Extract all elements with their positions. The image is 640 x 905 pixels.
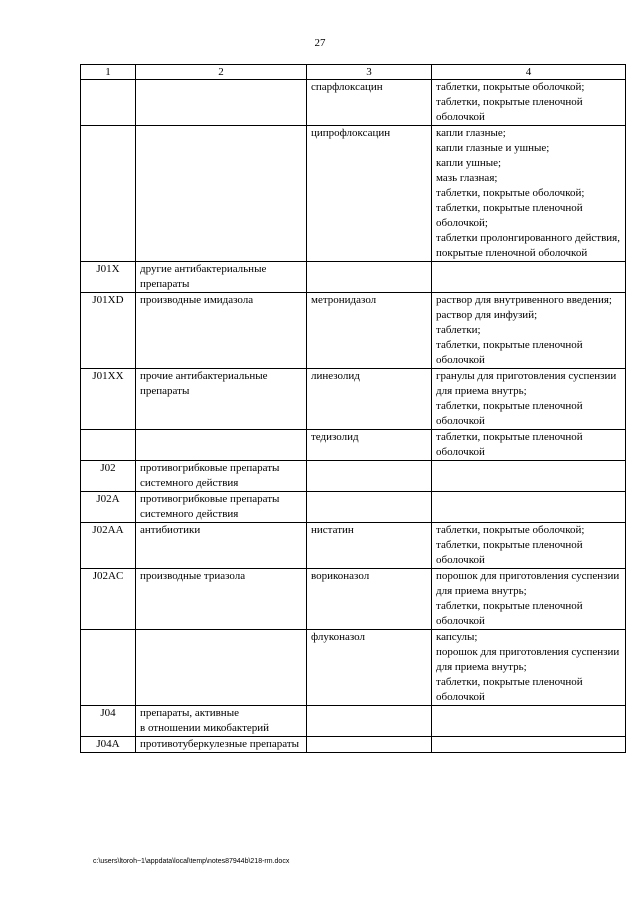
forms-cell: [432, 523, 626, 569]
group-cell: [136, 262, 307, 293]
atc-code-cell: J01XX: [81, 369, 136, 430]
group-text: препараты, активные в отношении микобактерий: [140, 707, 270, 734]
page-number: 27: [314, 37, 326, 49]
group-cell: [136, 523, 307, 569]
group-cell: [136, 569, 307, 630]
group-cell: [136, 126, 307, 262]
drug-cell: линезолид: [307, 369, 432, 430]
drug-cell: нистатин: [307, 523, 432, 569]
atc-code-cell: [81, 430, 136, 461]
drug-cell: [307, 737, 432, 753]
atc-code-cell: [81, 126, 136, 262]
table-row: [81, 430, 626, 461]
group-cell: [136, 369, 307, 430]
group-text: производные имидазола: [140, 294, 254, 306]
forms-cell: [432, 569, 626, 630]
atc-code-cell: J01X: [81, 262, 136, 293]
forms-text: порошок для приготовления суспензии для приема внутрь; таблетки, покрытые пленочной оболочкой: [436, 570, 620, 627]
atc-code-cell: J02A: [81, 492, 136, 523]
table-row: [81, 630, 626, 706]
drug-cell: [307, 262, 432, 293]
group-text: антибиотики: [140, 524, 201, 536]
forms-cell: [432, 369, 626, 430]
table-row: [81, 126, 626, 262]
group-cell: [136, 492, 307, 523]
group-cell: [136, 293, 307, 369]
group-text: прочие антибактериальные препараты: [140, 370, 268, 397]
table-row: [81, 492, 626, 523]
forms-cell: [432, 430, 626, 461]
group-text: другие антибактериальные препараты: [140, 263, 267, 290]
atc-code-cell: J04: [81, 706, 136, 737]
drug-cell: ципрофлоксацин: [307, 126, 432, 262]
forms-cell: [432, 461, 626, 492]
column-header: 4: [432, 65, 626, 80]
group-text: противогрибковые препараты системного действия: [140, 462, 280, 489]
drug-cell: метронидазол: [307, 293, 432, 369]
table-row: [81, 262, 626, 293]
atc-code-cell: J04A: [81, 737, 136, 753]
atc-code-cell: J02: [81, 461, 136, 492]
drug-cell: тедизолид: [307, 430, 432, 461]
forms-text: капсулы; порошок для приготовления суспензии для приема внутрь; таблетки, покрытые пленочной оболочкой: [436, 631, 620, 703]
forms-cell: [432, 262, 626, 293]
forms-text: таблетки, покрытые оболочкой; таблетки, покрытые пленочной оболочкой: [436, 524, 585, 566]
forms-cell: [432, 293, 626, 369]
forms-cell: [432, 492, 626, 523]
group-cell: [136, 630, 307, 706]
drug-cell: вориконазол: [307, 569, 432, 630]
drug-cell: [307, 461, 432, 492]
drug-cell: спарфлоксацин: [307, 80, 432, 126]
forms-text: раствор для внутривенного введения; раствор для инфузий; таблетки; таблетки, покрытые пленочной оболочкой: [436, 294, 612, 366]
forms-cell: [432, 706, 626, 737]
atc-code-cell: [81, 80, 136, 126]
forms-cell: [432, 126, 626, 262]
atc-code-cell: J02AA: [81, 523, 136, 569]
table-row: [81, 369, 626, 430]
group-text: производные триазола: [140, 570, 246, 582]
forms-text: капли глазные; капли глазные и ушные; капли ушные; мазь глазная; таблетки, покрытые оболочкой; таблетки, покрытые пленочной оболочкой; таблетки пролонгированного действия, покрытые пленочной оболочкой: [436, 127, 620, 259]
group-text: противогрибковые препараты системного действия: [140, 493, 280, 520]
atc-code-cell: [81, 630, 136, 706]
drug-cell: [307, 492, 432, 523]
forms-cell: [432, 737, 626, 753]
table-row: [81, 737, 626, 753]
forms-text: таблетки, покрытые оболочкой; таблетки, покрытые пленочной оболочкой: [436, 81, 585, 123]
group-cell: [136, 430, 307, 461]
forms-cell: [432, 630, 626, 706]
atc-code-cell: J02AC: [81, 569, 136, 630]
table-row: [81, 523, 626, 569]
atc-code-cell: J01XD: [81, 293, 136, 369]
group-cell: [136, 80, 307, 126]
drug-table: [80, 64, 626, 753]
group-text: противотуберкулезные препараты: [140, 738, 300, 750]
footer-file-path: c:\users\ltoroh~1\appdata\local\temp\notes87944b\218-rm.docx: [93, 858, 290, 865]
column-header: 1: [81, 65, 136, 80]
table-row: [81, 706, 626, 737]
column-header: 3: [307, 65, 432, 80]
drug-cell: [307, 706, 432, 737]
table-row: [81, 569, 626, 630]
forms-cell: [432, 80, 626, 126]
column-header: 2: [136, 65, 307, 80]
group-cell: [136, 461, 307, 492]
group-cell: [136, 706, 307, 737]
table-row: [81, 461, 626, 492]
table-row: [81, 80, 626, 126]
drug-cell: флуконазол: [307, 630, 432, 706]
forms-text: гранулы для приготовления суспензии для приема внутрь; таблетки, покрытые пленочной оболочкой: [436, 370, 617, 427]
forms-text: таблетки, покрытые пленочной оболочкой: [436, 431, 583, 458]
table-header-row: [81, 65, 626, 80]
table-row: [81, 293, 626, 369]
group-cell: [136, 737, 307, 753]
